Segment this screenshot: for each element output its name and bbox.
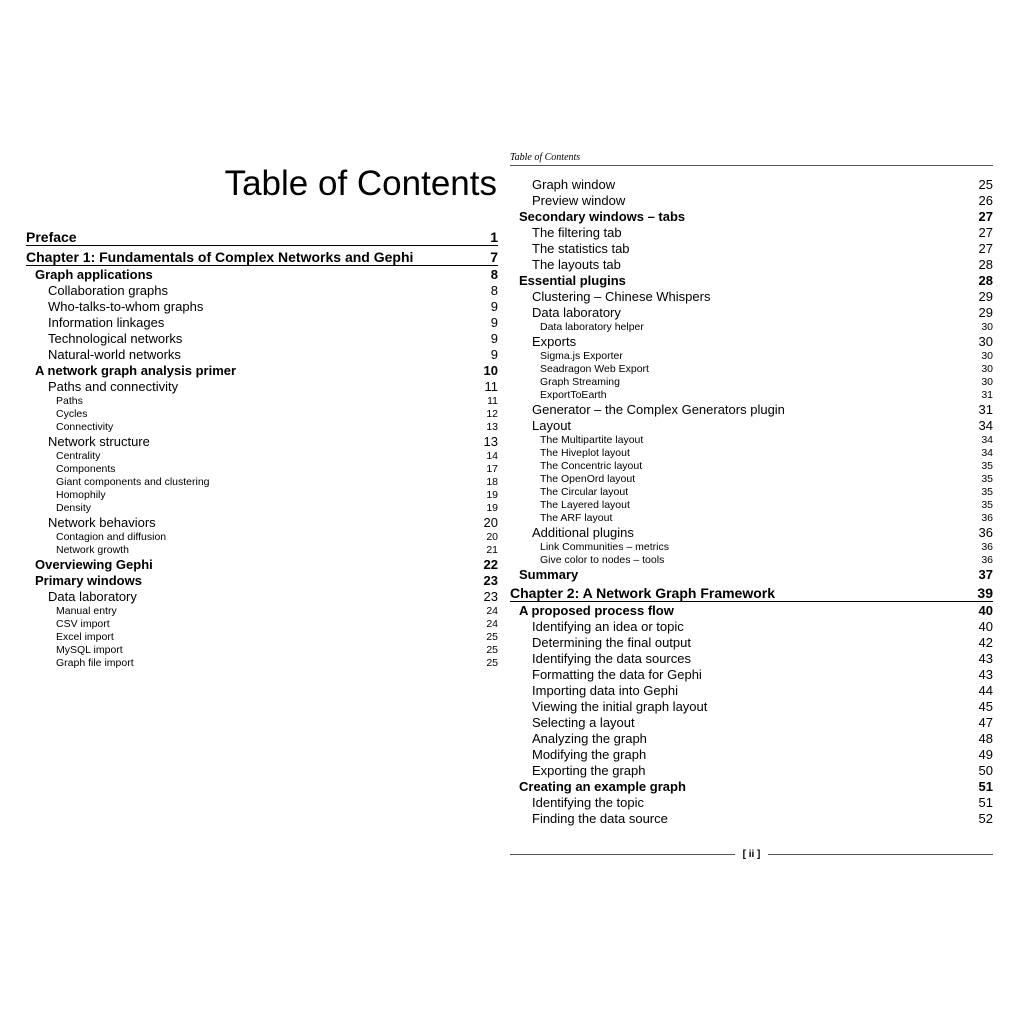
toc-entry bbox=[26, 266, 498, 282]
toc-entry bbox=[510, 272, 993, 288]
toc-entry bbox=[510, 388, 993, 401]
toc-entry-title: Who-talks-to-whom graphs bbox=[48, 298, 204, 314]
toc-entry bbox=[510, 762, 993, 778]
toc-entry-title: Additional plugins bbox=[532, 524, 634, 540]
toc-entry-page: 36 bbox=[981, 540, 993, 553]
toc-entry-title: Analyzing the graph bbox=[532, 730, 647, 746]
toc-entry-title: Primary windows bbox=[35, 572, 142, 588]
toc-entry-page: 35 bbox=[981, 472, 993, 485]
toc-entry bbox=[510, 176, 993, 192]
toc-entry-title: Overviewing Gephi bbox=[35, 556, 153, 572]
toc-entry-page: 23 bbox=[483, 572, 498, 588]
toc-entry-page: 28 bbox=[978, 256, 993, 272]
toc-entry-page: 34 bbox=[981, 433, 993, 446]
toc-entry-page: 19 bbox=[486, 501, 498, 514]
toc-entry bbox=[26, 604, 498, 617]
toc-entry-page: 24 bbox=[486, 617, 498, 630]
toc-entry-title: Data laboratory bbox=[532, 304, 621, 320]
toc-entry-page: 49 bbox=[978, 746, 993, 762]
toc-entry-page: 22 bbox=[483, 556, 498, 572]
toc-entry-page: 29 bbox=[978, 288, 993, 304]
toc-entry-title: The statistics tab bbox=[532, 240, 630, 256]
footer-rule-left bbox=[510, 854, 735, 855]
toc-entry bbox=[26, 394, 498, 407]
toc-entry bbox=[510, 810, 993, 826]
toc-entry-page: 37 bbox=[978, 566, 993, 582]
toc-entry bbox=[26, 572, 498, 588]
toc-entry-page: 40 bbox=[978, 618, 993, 634]
toc-entry-page: 36 bbox=[981, 553, 993, 566]
toc-entry bbox=[510, 459, 993, 472]
toc-entry-title: Finding the data source bbox=[532, 810, 668, 826]
toc-entry-page: 9 bbox=[490, 330, 498, 346]
toc-entry-page: 27 bbox=[978, 224, 993, 240]
header-rule bbox=[510, 165, 993, 166]
toc-entry-page: 12 bbox=[486, 407, 498, 420]
toc-entry-page: 45 bbox=[978, 698, 993, 714]
toc-entry-title: Chapter 1: Fundamentals of Complex Networks and Gephi bbox=[26, 248, 414, 265]
toc-entry-page: 8 bbox=[490, 266, 498, 282]
toc-entry-page: 51 bbox=[978, 778, 993, 794]
toc-entry-page: 30 bbox=[978, 333, 993, 349]
toc-entry bbox=[510, 746, 993, 762]
toc-entry bbox=[510, 333, 993, 349]
toc-entry-page: 42 bbox=[978, 634, 993, 650]
toc-entry bbox=[510, 256, 993, 272]
toc-entry bbox=[26, 643, 498, 656]
toc-entry-title: Network structure bbox=[48, 433, 150, 449]
toc-entry-title: Paths bbox=[56, 394, 83, 407]
toc-entry-page: 35 bbox=[981, 459, 993, 472]
toc-entry-page: 51 bbox=[978, 794, 993, 810]
toc-entry-page: 8 bbox=[490, 282, 498, 298]
toc-entry bbox=[510, 566, 993, 582]
toc-entry-page: 39 bbox=[977, 584, 993, 601]
toc-entry-title: Graph applications bbox=[35, 266, 153, 282]
toc-entry-title: Manual entry bbox=[56, 604, 117, 617]
toc-entry bbox=[26, 530, 498, 543]
toc-entry-title: Preview window bbox=[532, 192, 626, 208]
toc-entry-title: Layout bbox=[532, 417, 572, 433]
toc-entry-title: Giant components and clustering bbox=[56, 475, 210, 488]
toc-entry bbox=[26, 378, 498, 394]
toc-entry-title: Data laboratory bbox=[48, 588, 137, 604]
toc-entry-page: 34 bbox=[978, 417, 993, 433]
toc-entry-title: Technological networks bbox=[48, 330, 183, 346]
toc-entry bbox=[26, 656, 498, 669]
toc-entry bbox=[26, 630, 498, 643]
toc-entry-page: 43 bbox=[978, 666, 993, 682]
toc-entry-page: 21 bbox=[486, 543, 498, 556]
toc-entry-title: Exports bbox=[532, 333, 577, 349]
toc-entry-title: Secondary windows – tabs bbox=[519, 208, 686, 224]
footer-rule-right bbox=[768, 854, 993, 855]
toc-entry-page: 27 bbox=[978, 208, 993, 224]
toc-entry bbox=[26, 588, 498, 604]
toc-entry-page: 28 bbox=[978, 272, 993, 288]
toc-entry-title: MySQL import bbox=[56, 643, 123, 656]
toc-entry bbox=[510, 240, 993, 256]
toc-entry-page: 9 bbox=[490, 314, 498, 330]
toc-entry-title: Connectivity bbox=[56, 420, 114, 433]
toc-entry-page: 36 bbox=[978, 524, 993, 540]
toc-entry-page: 11 bbox=[487, 394, 498, 407]
toc-entry bbox=[26, 475, 498, 488]
toc-entry bbox=[510, 511, 993, 524]
toc-entry bbox=[510, 634, 993, 650]
toc-entry-page: 7 bbox=[490, 248, 498, 265]
toc-entry bbox=[510, 472, 993, 485]
toc-entry bbox=[26, 433, 498, 449]
toc-entry-page: 36 bbox=[981, 511, 993, 524]
toc-entry bbox=[510, 602, 993, 618]
toc-entry-title: Paths and connectivity bbox=[48, 378, 179, 394]
toc-entry-title: Cycles bbox=[56, 407, 88, 420]
page-title: Table of Contents bbox=[224, 164, 497, 203]
toc-entry bbox=[26, 298, 498, 314]
toc-entry-title: The Layered layout bbox=[540, 498, 630, 511]
page-number: [ ii ] bbox=[742, 849, 761, 860]
toc-entry-page: 11 bbox=[484, 378, 498, 394]
toc-entry-page: 52 bbox=[978, 810, 993, 826]
toc-entry-page: 23 bbox=[483, 588, 498, 604]
toc-entry-title: Determining the final output bbox=[532, 634, 691, 650]
toc-entry bbox=[510, 618, 993, 634]
toc-entry bbox=[510, 208, 993, 224]
toc-entry-page: 1 bbox=[490, 228, 498, 245]
toc-entry-page: 43 bbox=[978, 650, 993, 666]
toc-entry-page: 30 bbox=[981, 362, 993, 375]
toc-entry-title: Graph window bbox=[532, 176, 616, 192]
toc-entry bbox=[510, 730, 993, 746]
toc-entry-title: Clustering – Chinese Whispers bbox=[532, 288, 711, 304]
toc-entry-title: Homophily bbox=[56, 488, 106, 501]
toc-entry-page: 9 bbox=[490, 346, 498, 362]
toc-entry-page: 24 bbox=[486, 604, 498, 617]
toc-entry bbox=[26, 462, 498, 475]
toc-entry bbox=[510, 682, 993, 698]
toc-entry-page: 30 bbox=[981, 320, 993, 333]
toc-entry-title: Creating an example graph bbox=[519, 778, 686, 794]
toc-entry-page: 48 bbox=[978, 730, 993, 746]
toc-entry-page: 30 bbox=[981, 375, 993, 388]
toc-entry-title: The Multipartite layout bbox=[540, 433, 644, 446]
toc-entry-title: Sigma.js Exporter bbox=[540, 349, 623, 362]
toc-entry-title: Exporting the graph bbox=[532, 762, 646, 778]
toc-entry-title: Excel import bbox=[56, 630, 114, 643]
toc-entry-title: Network behaviors bbox=[48, 514, 156, 530]
toc-entry-title: Link Communities – metrics bbox=[540, 540, 669, 553]
toc-entry bbox=[510, 524, 993, 540]
toc-entry bbox=[510, 650, 993, 666]
toc-entry bbox=[26, 501, 498, 514]
toc-entry bbox=[26, 617, 498, 630]
toc-entry-page: 19 bbox=[486, 488, 498, 501]
toc-entry bbox=[26, 346, 498, 362]
toc-entry-title: Collaboration graphs bbox=[48, 282, 168, 298]
toc-entry-title: Formatting the data for Gephi bbox=[532, 666, 702, 682]
toc-entry-title: Viewing the initial graph layout bbox=[532, 698, 708, 714]
toc-entry bbox=[510, 582, 993, 602]
toc-entry-page: 31 bbox=[978, 401, 993, 417]
toc-entry-title: Generator – the Complex Generators plugin bbox=[532, 401, 785, 417]
toc-entry bbox=[26, 330, 498, 346]
toc-entry-title: Density bbox=[56, 501, 92, 514]
toc-entry-page: 25 bbox=[486, 630, 498, 643]
toc-entry bbox=[26, 226, 498, 246]
toc-entry-page: 40 bbox=[978, 602, 993, 618]
toc-entry-title: Identifying the data sources bbox=[532, 650, 691, 666]
toc-entry-title: The Concentric layout bbox=[540, 459, 643, 472]
toc-entry-title: Chapter 2: A Network Graph Framework bbox=[510, 584, 776, 601]
toc-entry bbox=[26, 514, 498, 530]
toc-entry-page: 13 bbox=[483, 433, 498, 449]
toc-entry-page: 26 bbox=[978, 192, 993, 208]
toc-entry bbox=[26, 282, 498, 298]
toc-entry-page: 20 bbox=[486, 530, 498, 543]
toc-entry-title: Identifying an idea or topic bbox=[532, 618, 684, 634]
toc-entry bbox=[510, 349, 993, 362]
toc-entry bbox=[510, 304, 993, 320]
running-header: Table of Contents bbox=[510, 152, 581, 163]
toc-left-column bbox=[26, 226, 498, 669]
toc-entry-title: ExportToEarth bbox=[540, 388, 607, 401]
toc-entry-page: 35 bbox=[981, 485, 993, 498]
toc-right-column bbox=[510, 176, 993, 826]
toc-entry bbox=[510, 698, 993, 714]
toc-entry bbox=[510, 192, 993, 208]
toc-entry-page: 31 bbox=[981, 388, 993, 401]
toc-entry-page: 9 bbox=[490, 298, 498, 314]
toc-entry-page: 14 bbox=[486, 449, 498, 462]
toc-entry-title: A proposed process flow bbox=[519, 602, 674, 618]
toc-entry-page: 50 bbox=[978, 762, 993, 778]
toc-entry-page: 44 bbox=[978, 682, 993, 698]
toc-entry-title: The ARF layout bbox=[540, 511, 613, 524]
toc-entry bbox=[510, 288, 993, 304]
toc-entry-title: Summary bbox=[519, 566, 579, 582]
toc-entry bbox=[510, 375, 993, 388]
toc-entry bbox=[510, 433, 993, 446]
toc-entry-page: 17 bbox=[486, 462, 498, 475]
toc-entry-page: 20 bbox=[483, 514, 498, 530]
toc-entry bbox=[26, 246, 498, 266]
toc-entry bbox=[510, 417, 993, 433]
toc-entry-title: Contagion and diffusion bbox=[56, 530, 167, 543]
toc-entry bbox=[26, 488, 498, 501]
toc-entry-title: Centrality bbox=[56, 449, 101, 462]
toc-entry-page: 25 bbox=[486, 643, 498, 656]
toc-entry-title: The Hiveplot layout bbox=[540, 446, 630, 459]
toc-entry bbox=[510, 540, 993, 553]
toc-entry-title: The OpenOrd layout bbox=[540, 472, 636, 485]
page-footer bbox=[510, 849, 993, 860]
toc-entry-page: 27 bbox=[978, 240, 993, 256]
toc-entry-title: Essential plugins bbox=[519, 272, 626, 288]
toc-entry-title: Modifying the graph bbox=[532, 746, 647, 762]
toc-entry bbox=[510, 778, 993, 794]
toc-entry bbox=[510, 666, 993, 682]
toc-entry-title: Graph file import bbox=[56, 656, 134, 669]
toc-entry bbox=[510, 224, 993, 240]
toc-entry-title: A network graph analysis primer bbox=[35, 362, 237, 378]
toc-entry-page: 10 bbox=[483, 362, 498, 378]
toc-entry bbox=[26, 420, 498, 433]
toc-entry-title: CSV import bbox=[56, 617, 110, 630]
toc-entry-title: Importing data into Gephi bbox=[532, 682, 678, 698]
toc-entry-page: 47 bbox=[978, 714, 993, 730]
toc-entry-title: The Circular layout bbox=[540, 485, 629, 498]
toc-entry-title: Data laboratory helper bbox=[540, 320, 644, 333]
toc-entry-title: The layouts tab bbox=[532, 256, 621, 272]
toc-entry-title: Selecting a layout bbox=[532, 714, 635, 730]
toc-entry-title: Information linkages bbox=[48, 314, 165, 330]
toc-entry-page: 34 bbox=[981, 446, 993, 459]
toc-entry-page: 35 bbox=[981, 498, 993, 511]
toc-entry-title: Give color to nodes – tools bbox=[540, 553, 665, 566]
toc-entry bbox=[510, 485, 993, 498]
toc-entry bbox=[510, 446, 993, 459]
toc-entry-title: Identifying the topic bbox=[532, 794, 645, 810]
toc-entry-title: Network growth bbox=[56, 543, 129, 556]
toc-entry-page: 13 bbox=[486, 420, 498, 433]
toc-entry-title: The filtering tab bbox=[532, 224, 622, 240]
toc-entry bbox=[510, 320, 993, 333]
toc-entry bbox=[26, 362, 498, 378]
toc-entry bbox=[26, 449, 498, 462]
toc-entry bbox=[26, 543, 498, 556]
toc-entry bbox=[510, 401, 993, 417]
toc-entry bbox=[510, 498, 993, 511]
toc-entry-title: Components bbox=[56, 462, 116, 475]
toc-entry bbox=[510, 553, 993, 566]
toc-entry-page: 29 bbox=[978, 304, 993, 320]
toc-entry bbox=[510, 794, 993, 810]
toc-entry bbox=[510, 362, 993, 375]
toc-entry-page: 30 bbox=[981, 349, 993, 362]
toc-entry-page: 25 bbox=[486, 656, 498, 669]
toc-entry-page: 18 bbox=[486, 475, 498, 488]
toc-entry bbox=[510, 714, 993, 730]
toc-entry-title: Natural-world networks bbox=[48, 346, 181, 362]
toc-entry-title: Preface bbox=[26, 228, 77, 245]
toc-entry bbox=[26, 556, 498, 572]
toc-entry bbox=[26, 314, 498, 330]
toc-entry bbox=[26, 407, 498, 420]
toc-entry-page: 25 bbox=[978, 176, 993, 192]
toc-entry-title: Seadragon Web Export bbox=[540, 362, 649, 375]
toc-entry-title: Graph Streaming bbox=[540, 375, 620, 388]
